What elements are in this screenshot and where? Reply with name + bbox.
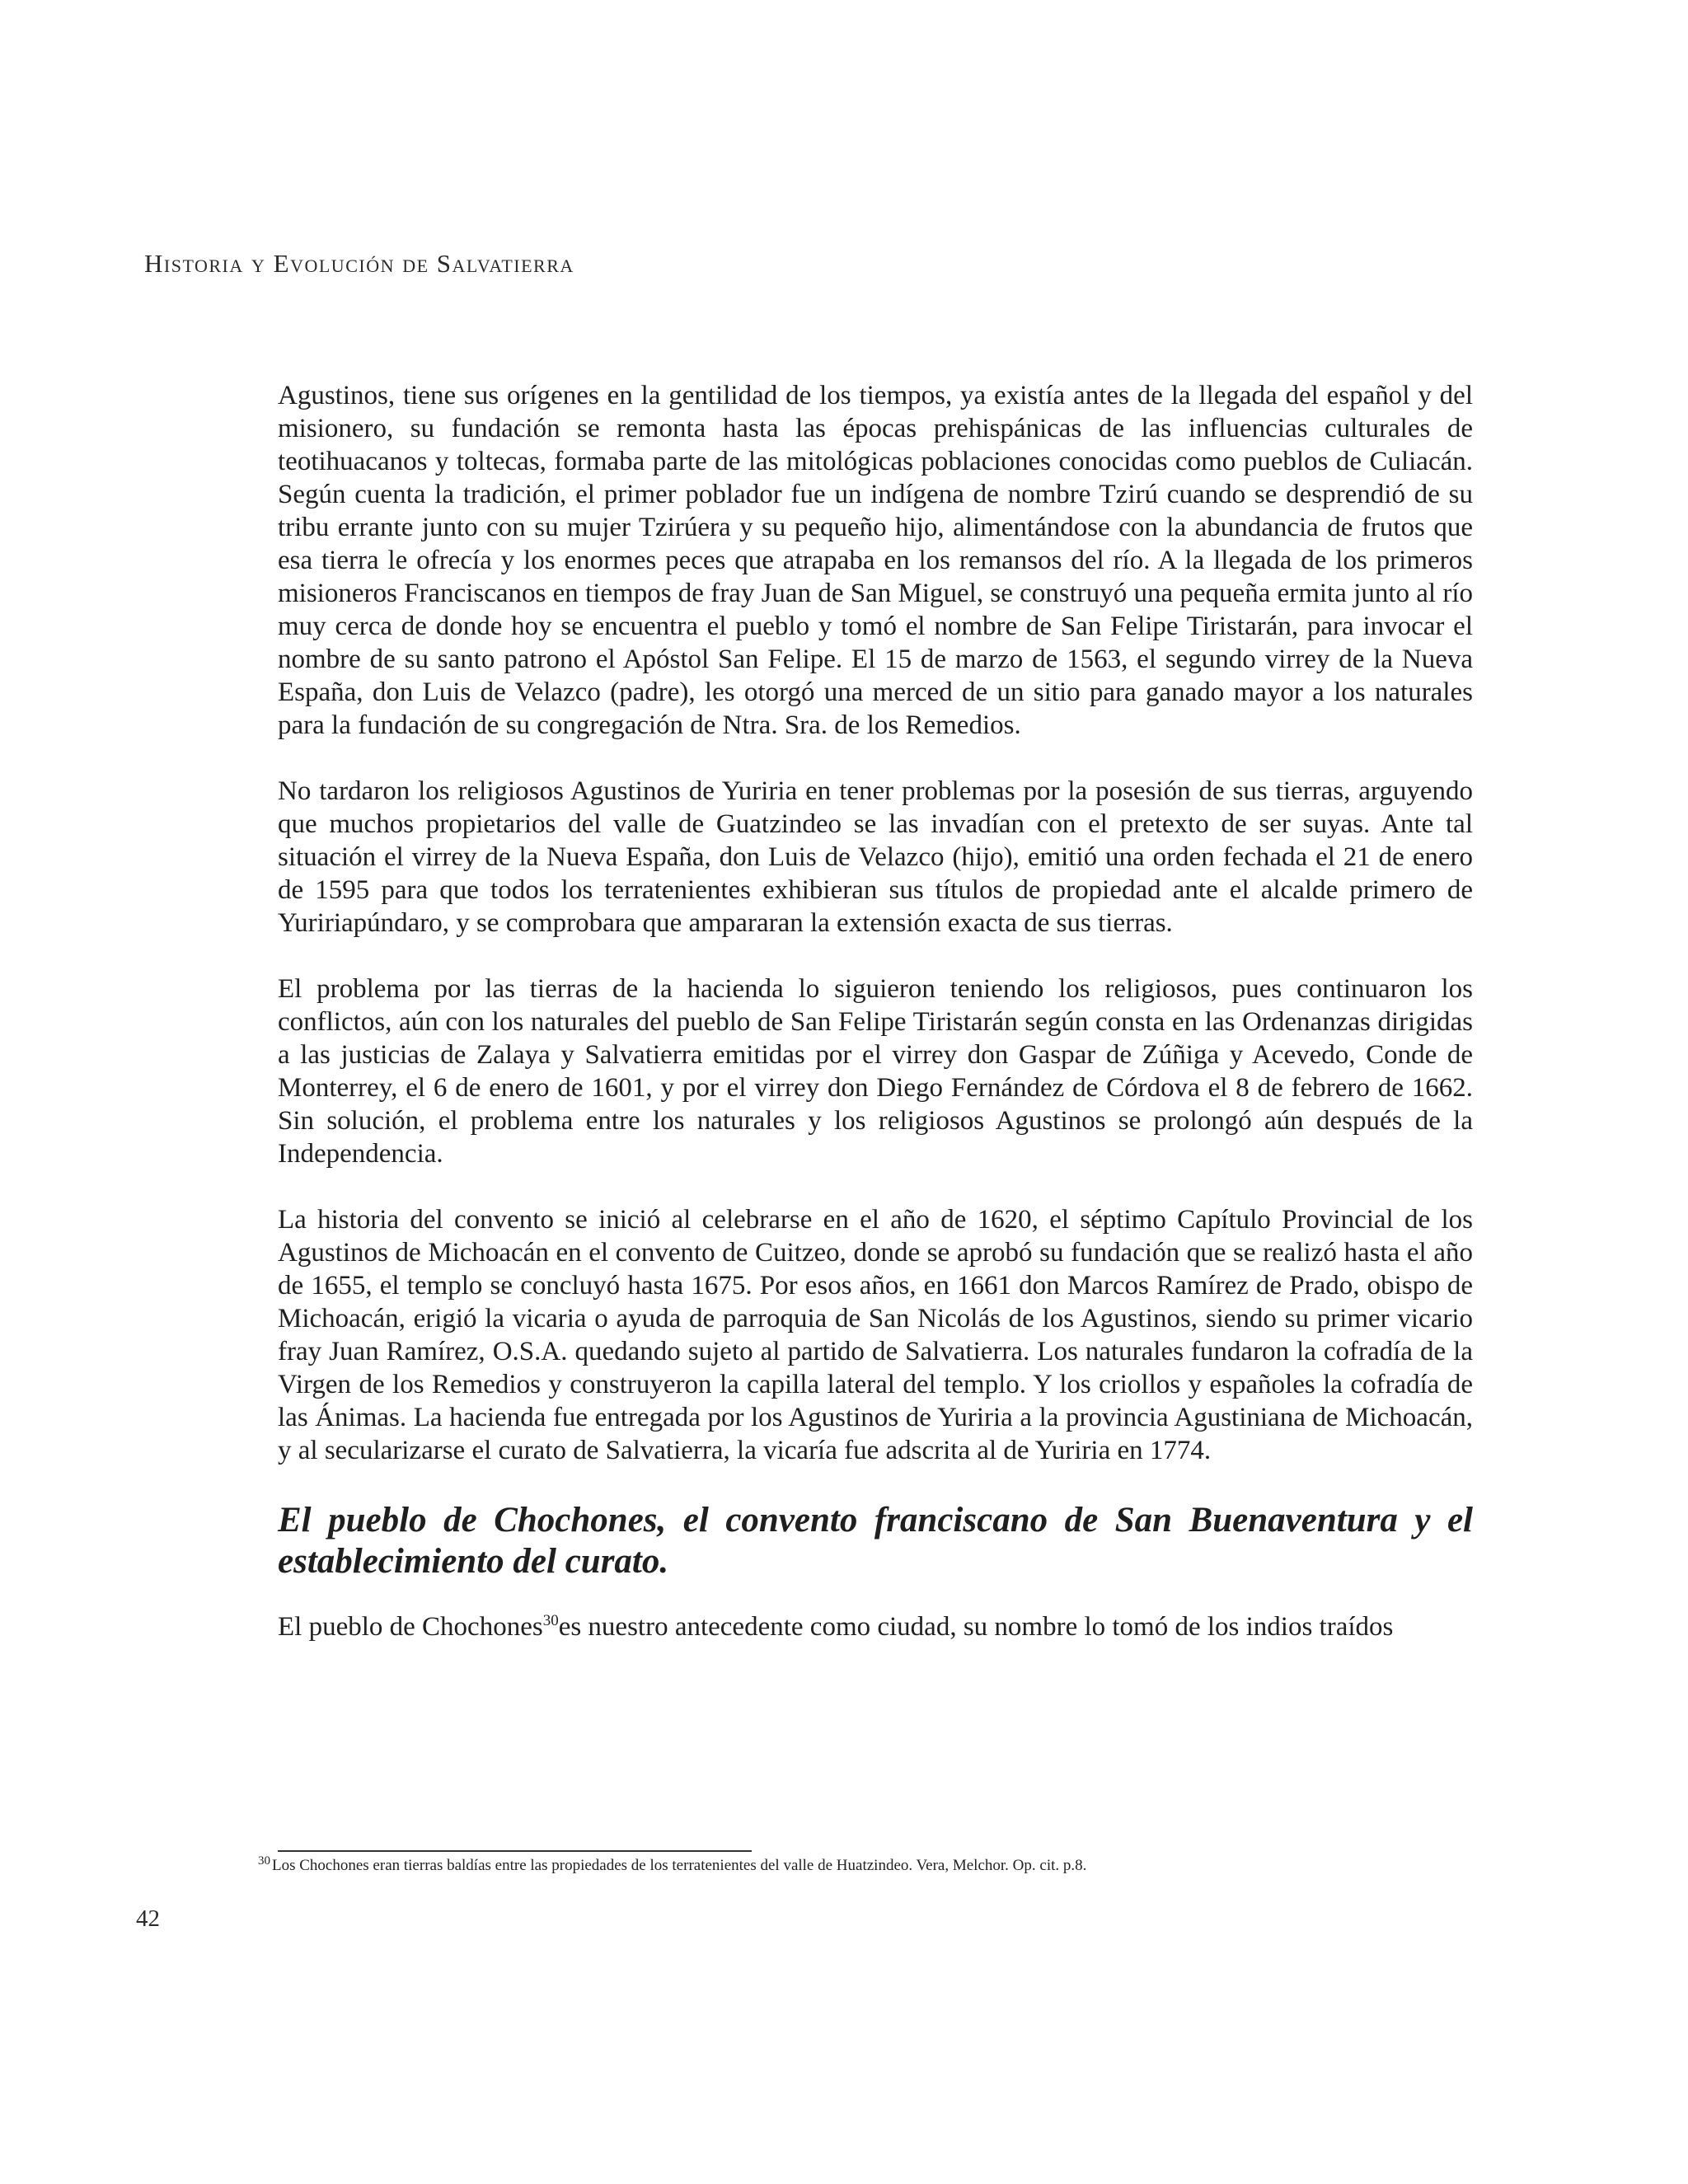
paragraph-3: El problema por las tierras de la hacienda lo siguieron teniendo los religiosos, pues continuaron los conflictos, aún con los naturales del pueblo de San Felipe Tiristarán según consta en las Ordenanzas dirigidas a las justicias de Zalaya y Salvatierra emitidas por el virrey don Gaspar de Zúñiga y Acevedo, Conde de Monterrey, el 6 de enero de 1601, y por el virrey don Diego Fernández de Córdova el 8 de febrero de 1662. Sin solución, el problema entre los naturales y los religiosos Agustinos se prolongó aún después de la Independencia. [278,974,1473,1169]
paragraph-5-rest: es nuestro antecedente como ciudad, su nombre lo tomó de los indios traídos [558,1612,1394,1642]
footnote-text: Los Chochones eran tierras baldías entre las propiedades de los terratenientes del valle de Huatzindeo. Vera, Melchor. Op. cit. p.8. [272,1857,1087,1874]
running-head: Historia y Evolución de Salvatierra [144,249,574,278]
page-number: 42 [136,1905,160,1932]
paragraph-5-start: El pueblo de Chochones [278,1612,543,1642]
footnote-number: 30 [258,1854,270,1868]
paragraph-1: Agustinos, tiene sus orígenes en la gentilidad de los tiempos, ya existía antes de la llegada del español y del misionero, su fundación se remonta hasta las épocas prehispánicas de las influencias culturales de teotihuacanos y toltecas, formaba parte de las mitológicas poblaciones conocidas como pueblos de Culiacán. Según cuenta la tradición, el primer poblador fue un indígena de nombre Tzirú cuando se desprendió de su tribu errante junto con su mujer Tzirúera y su pequeño hijo, alimentándose con la abundancia de frutos que esa tierra le ofrecía y los enormes peces que atrapaba en los remansos del río. A la llegada de los primeros misioneros Franciscanos en tiempos de fray Juan de San Miguel, se construyó una pequeña ermita junto al río muy cerca de donde hoy se encuentra el pueblo y tomó el nombre de San Felipe Tiristarán, para invocar el nombre de su santo patrono el Apóstol San Felipe. El 15 de marzo de 1563, el segundo virrey de la Nueva España, don Luis de Velazco (padre), les otorgó una merced de un sitio para ganado mayor a los naturales para la fundación de su congregación de Ntra. Sra. de los Remedios. [278,381,1473,740]
section-heading: El pueblo de Chochones, el convento franciscano de San Buenaventura y el establecimiento del curato. [278,1501,1473,1581]
footnote-divider [278,1850,752,1852]
paragraph-2: No tardaron los religiosos Agustinos de Yuriria en tener problemas por la posesión de sus tierras, arguyendo que muchos propietarios del valle de Guatzindeo se las invadían con el pretexto de ser suyas. Ante tal situación el virrey de la Nueva España, don Luis de Velazco (hijo), emitió una orden fechada el 21 de enero de 1595 para que todos los terratenientes exhibieran sus títulos de propiedad ante el alcalde primero de Yuririapúndaro, y se comprobara que ampararan la extensión exacta de sus tierras. [278,776,1473,938]
paragraph-4: La historia del convento se inició al celebrarse en el año de 1620, el séptimo Capítulo Provincial de los Agustinos de Michoacán en el convento de Cuitzeo, donde se aprobó su fundación que se realizó hasta el año de 1655, el templo se concluyó hasta 1675. Por esos años, en 1661 don Marcos Ramírez de Prado, obispo de Michoacán, erigió la vicaria o ayuda de parroquia de San Nicolás de los Agustinos, siendo su primer vicario fray Juan Ramírez, O.S.A. quedando sujeto al partido de Salvatierra. Los naturales fundaron la cofradía de la Virgen de los Remedios y construyeron la capilla lateral del templo. Y los criollos y españoles la cofradía de las Ánimas. La hacienda fue entregada por los Agustinos de Yuriria a la provincia Agustiniana de Michoacán, y al secularizarse el curato de Salvatierra, la vicaría fue adscrita al de Yuriria en 1774. [278,1205,1473,1465]
body-text [278,379,1473,1643]
paragraph-5 [278,1610,1473,1643]
footnote-reference[interactable]: 30 [542,1612,559,1629]
footnote [258,1856,1086,1876]
